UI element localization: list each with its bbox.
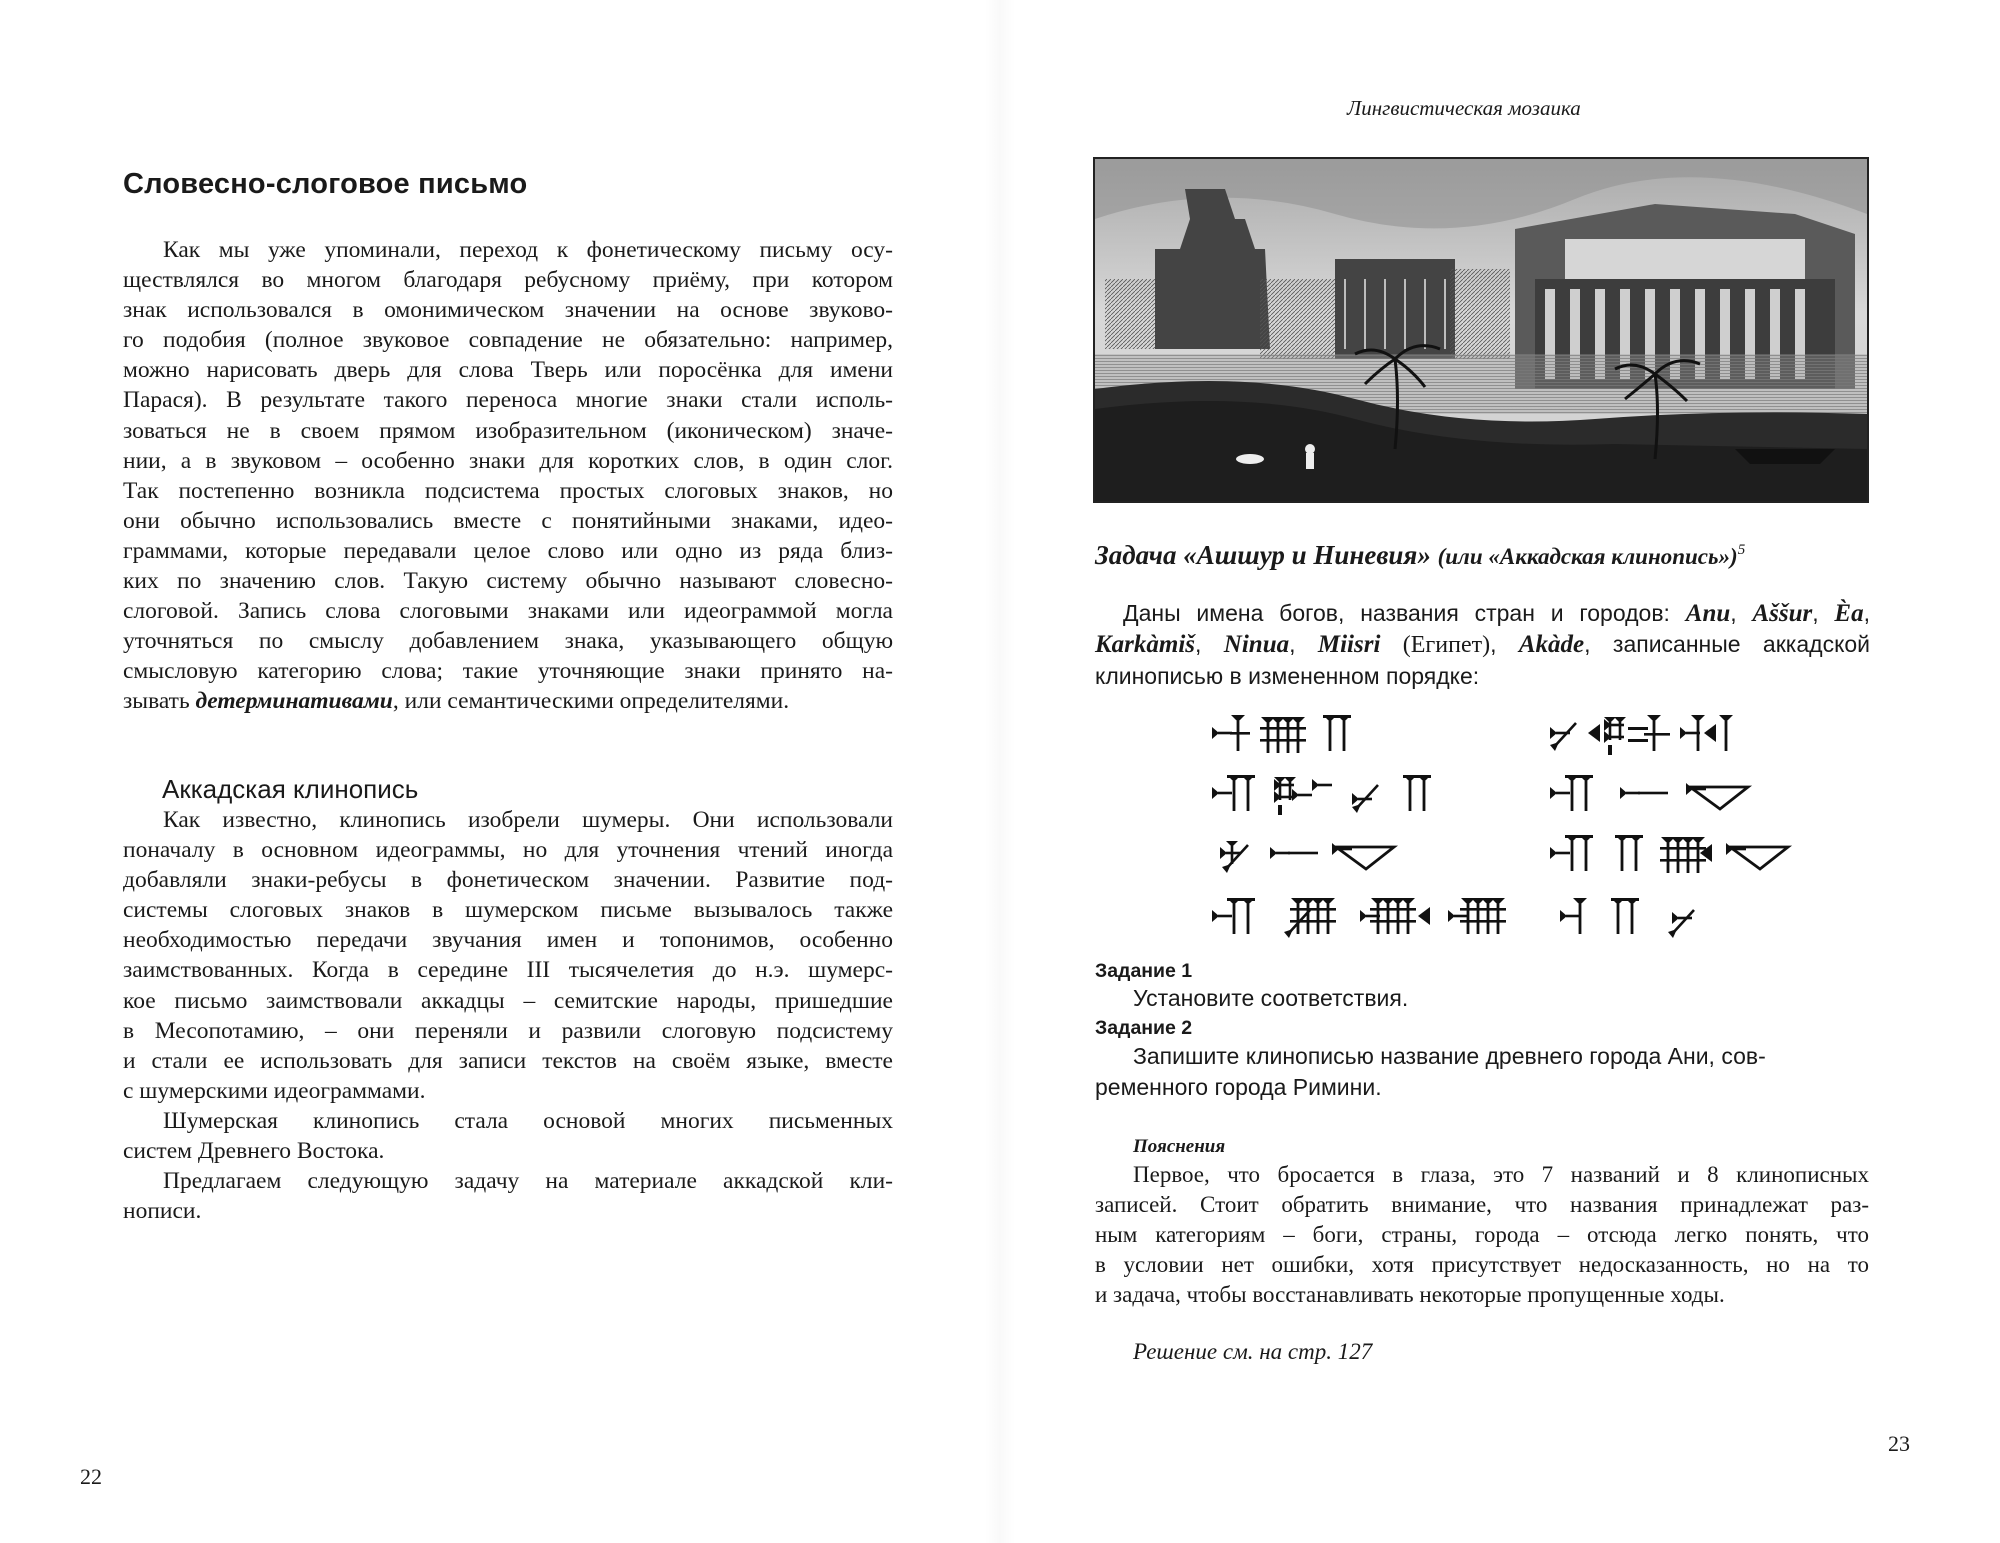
name-akade: Akàde (1518, 631, 1585, 659)
text-line: го подобия (полное звуковое совпадение не обязательно: например, (123, 327, 893, 354)
section-heading: Словесно-слоговое письмо (123, 168, 528, 200)
solution-reference: Решение см. на стр. 127 (1133, 1339, 1373, 1364)
task-given (1095, 598, 1870, 691)
task2-label: Задание 2 (1095, 1017, 1193, 1039)
text-line: уточняться по смыслу добавлением знака, указывающего общую (123, 628, 893, 655)
text-line: Так постепенно возникла подсистема простых слоговых знаков, но (123, 477, 893, 504)
text-line-last: и задача, чтобы восстанавливать некоторые пропущенные ходы. (1095, 1282, 1725, 1307)
running-head: Лингвистическая мозаика (1347, 96, 1581, 120)
text-line: ным категориям – боги, страны, города – отсюда легко понять, что (1095, 1222, 1869, 1247)
given-line-2: Karkàmiš, Ninua, Miisri (Египет), Akàde, записанные аккадской (1095, 631, 1871, 659)
text-line: зоваться не в своем прямом изобразительном (иконическом) значе- (123, 417, 893, 444)
text-line: они обычно использовались вместе с понятийными знаками, идео- (123, 507, 893, 534)
name-miisri: Miisri (1317, 631, 1381, 659)
text-fragment: Даны имена богов, названия стран и городов: (1123, 600, 1686, 626)
name-ninua: Ninua (1223, 631, 1290, 659)
footnote-marker: 5 (1737, 542, 1746, 558)
name-assur: Aššur (1752, 600, 1813, 627)
text-line: и стали ее использовать для записи текстов на своём языке, вместе (123, 1047, 893, 1074)
text-line: смысловую категорию слова; такие уточняющие знаки принято на- (123, 658, 893, 685)
name-anu: Anu (1685, 600, 1731, 627)
text-fragment: зывать (123, 688, 196, 715)
given-line-1: Даны имена богов, названия стран и городов: Anu, Aššur, Èa, (1123, 600, 1870, 627)
text-line: Как известно, клинопись изобрели шумеры. Они использовали (163, 807, 893, 833)
term-determinatives: детерминативами (195, 688, 393, 715)
subsection-heading: Аккадская клинопись (162, 774, 419, 804)
text-line: заимствованных. Когда в середине III тысячелетия до н.э. шумерс- (123, 957, 893, 984)
text-line: ких по значению слов. Такую систему обычно называют словесно- (123, 568, 893, 595)
text-line: кое письмо заимствовали аккадцы – семитские народы, пришедшие (123, 987, 893, 1014)
text-line: Шумерская клинопись стала основой многих письменных (163, 1107, 893, 1134)
task2-text (1095, 1041, 1870, 1102)
text-line: Как мы уже упоминали, переход к фонетическому письму осу- (163, 237, 893, 263)
task2-line-1: Запишите клинописью название древнего города Ани, сов- (1133, 1043, 1766, 1069)
text-line: записей. Стоит обратить внимание, что названия принадлежат раз- (1095, 1192, 1869, 1217)
text-line: ществлялся во многом благодаря ребусному приёму, при котором (123, 267, 893, 294)
text-line: системы слоговых знаков в шумерском письме вызывалось также (123, 897, 893, 924)
text-line: в условии нет ошибки, хотя присутствует недосказанность, но на то (1095, 1252, 1869, 1277)
task-title-sub: (или «Аккадская клинопись») (1437, 544, 1738, 569)
text-fragment: , или семантическими определителями. (392, 688, 790, 715)
text-line: добавляли знаки-ребусы в фонетическом значении. Развитие под- (123, 867, 893, 894)
name-karkamis: Karkàmiš (1095, 631, 1196, 659)
text-line: граммами, которые передавали целое слово или одно из ряда близ- (123, 537, 893, 564)
text-line: Предлагаем следующую задачу на материале аккадской кли- (163, 1168, 893, 1195)
text-line-last: с шумерскими идеограммами. (123, 1077, 426, 1104)
notes-paragraph (1095, 1160, 1869, 1310)
text-line: Парася). В результате такого переноса многие знаки стали исполь- (123, 387, 893, 414)
text-line: Первое, что бросается в глаза, это 7 названий и 8 клинописных (1133, 1162, 1869, 1187)
task1-label: Задание 1 (1095, 960, 1193, 982)
intro-paragraph (123, 235, 893, 717)
notes-title: Пояснения (1133, 1136, 1226, 1157)
name-egypt-gloss: (Египет) (1402, 632, 1491, 659)
task-title-main: Задача «Ашшур и Ниневия» (1095, 540, 1431, 570)
text-line: можно нарисовать дверь для слова Тверь или поросёнка для имени (123, 357, 893, 384)
text-line: знак использовался в омонимическом значении на основе звуково- (123, 297, 893, 324)
text-fragment: , записанные аккадской (1584, 631, 1871, 658)
task2-line-2: ременного города Римини. (1095, 1073, 1382, 1100)
book-gutter (985, 0, 1015, 1543)
name-ea: Èa (1834, 600, 1864, 627)
text-line-last: систем Древнего Востока. (123, 1138, 385, 1165)
text-line: в Месопотамию, – они переняли и развили слоговую подсистему (123, 1017, 893, 1044)
engraving-image (1093, 157, 1869, 503)
task-title (1095, 540, 1745, 571)
text-line: слоговой. Запись слова слоговыми знаками или идеограммой могла (123, 598, 893, 625)
page-number-left: 22 (80, 1464, 102, 1489)
text-line-last (123, 686, 893, 716)
akkadian-paragraphs (123, 805, 893, 1226)
text-line: необходимостью передачи звучания имен и топонимов, особенно (123, 927, 893, 954)
given-line-3: клинописью в измененном порядке: (1095, 662, 1480, 689)
task1-text: Установите соответствия. (1133, 985, 1409, 1011)
page-number-right: 23 (1888, 1431, 1910, 1456)
text-line: нии, а в звуковом – особенно знаки для коротких слов, в один слог. (123, 447, 893, 474)
text-line: поначалу в основном идеограммы, но для уточнения чтений иногда (123, 837, 893, 864)
text-line-last: нописи. (123, 1198, 202, 1225)
